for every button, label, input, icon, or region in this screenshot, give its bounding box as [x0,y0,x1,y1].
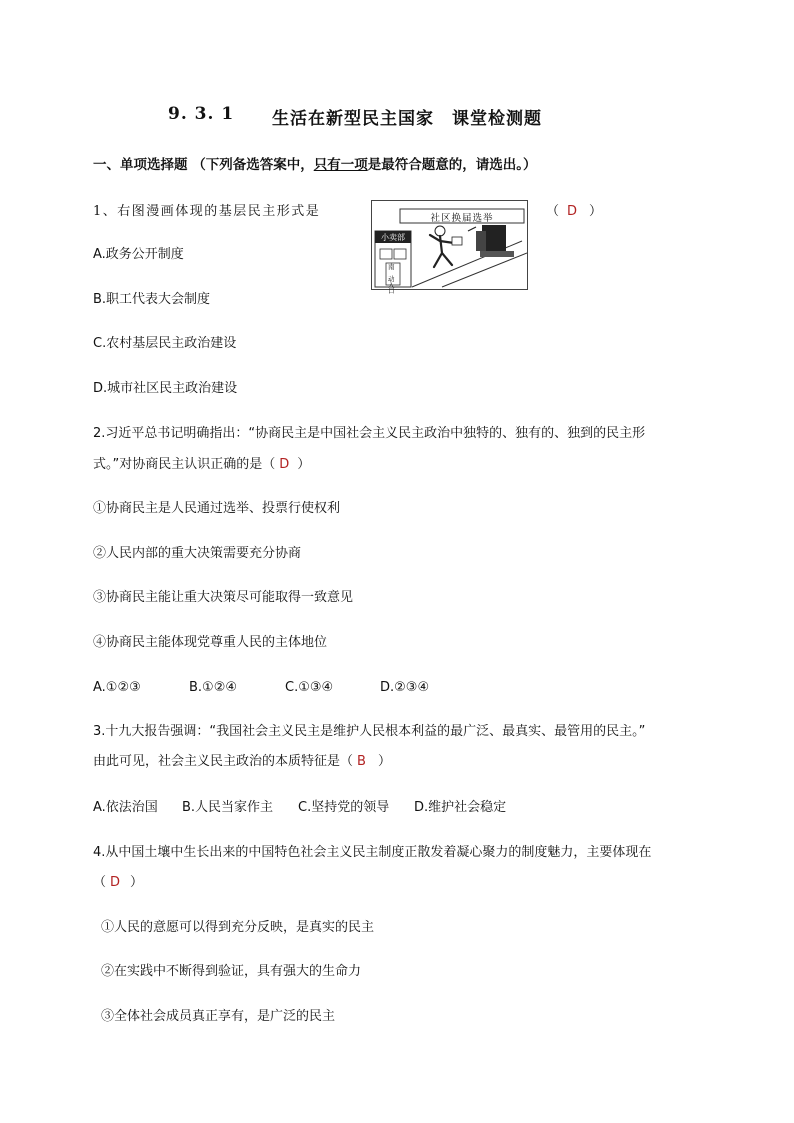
q3-option-d: D.维护社会稳定 [414,800,507,815]
q3-option-a: A.依法治国 [93,800,158,815]
q1-answer: D [567,204,578,219]
q4-answer: D [110,875,121,890]
q3-option-b: B.人民当家作主 [182,800,274,815]
q2-answer: D [279,457,290,472]
q4-close: ） [130,875,144,890]
q1-option-b: B.职工代表大会制度 [93,292,211,307]
q2-option-a: A.①②③ [93,680,141,695]
q2-item-3: ③协商民主能让重大决策尽可能取得一致意见 [93,590,354,605]
q1-option-a: A.政务公开制度 [93,247,184,262]
q4-item-1: ①人民的意愿可以得到充分反映，是真实的民主 [101,920,375,935]
cartoon-banner: 社区换届选举 [430,213,494,224]
q1-answer-open: （ [546,204,560,219]
q2-item-2: ②人民内部的重大决策需要充分协商 [93,546,302,561]
section-number: 9. 3. 1 [168,104,235,124]
cartoon-shop-sign: 小卖部 [381,233,405,242]
q3-answer: B [357,754,366,769]
q4-open: （ [93,875,107,890]
q1-answer-bracket [546,203,602,221]
election-cartoon [371,200,528,295]
cartoon-entrance-sign: 南 动 入 口 [388,263,395,295]
q1-stem: 1、右图漫画体现的基层民主形式是 [93,204,321,219]
q2-option-c: C.①③④ [285,680,334,695]
q2-item-1: ①协商民主是人民通过选举、投票行使权利 [93,501,341,516]
q2-line1: 2.习近平总书记明确指出：“协商民主是中国社会主义民主政治中独特的、独有的、独到的民主形 [93,426,646,441]
q4-line1: 4.从中国土壤中生长出来的中国特色社会主义民主制度正散发着凝心聚力的制度魅力，主要体现在 [93,845,652,860]
q2-option-d: D.②③④ [380,680,430,695]
q4-item-3: ③全体社会成员真正享有，是广泛的民主 [101,1009,336,1024]
section-heading [93,153,536,173]
q1-option-d: D.城市社区民主政治建设 [93,381,238,396]
q2-close: ） [297,457,311,472]
q3-option-c: C.坚持党的领导 [298,800,390,815]
q1-answer-close: ） [589,204,603,219]
q4-item-2: ②在实践中不断得到验证，具有强大的生命力 [101,964,362,979]
title-text: 生活在新型民主国家 课堂检测题 [272,109,542,129]
q3-line1: 3.十九大报告强调：“我国社会主义民主是维护人民根本利益的最广泛、最真实、最管用的民主。” [93,724,646,739]
section-underlined: 只有一项 [313,157,368,173]
q2-item-4: ④协商民主能体现党尊重人民的主体地位 [93,635,328,650]
q2-option-b: B.①②④ [189,680,238,695]
q3-stem-end: 由此可见，社会主义民主政治的本质特征是（ [93,754,354,769]
section-prefix: 一、单项选择题 （下列备选答案中， [93,157,314,173]
section-suffix: 是最符合题意的，请选出。） [367,157,537,173]
q2-stem-end: 式。”对协商民主认识正确的是（ [93,457,276,472]
q3-line2 [93,753,391,771]
q4-answer-bracket [93,874,143,892]
q1-option-c: C.农村基层民主政治建设 [93,336,237,351]
q2-line2 [93,456,310,474]
q3-close: ） [377,754,391,769]
